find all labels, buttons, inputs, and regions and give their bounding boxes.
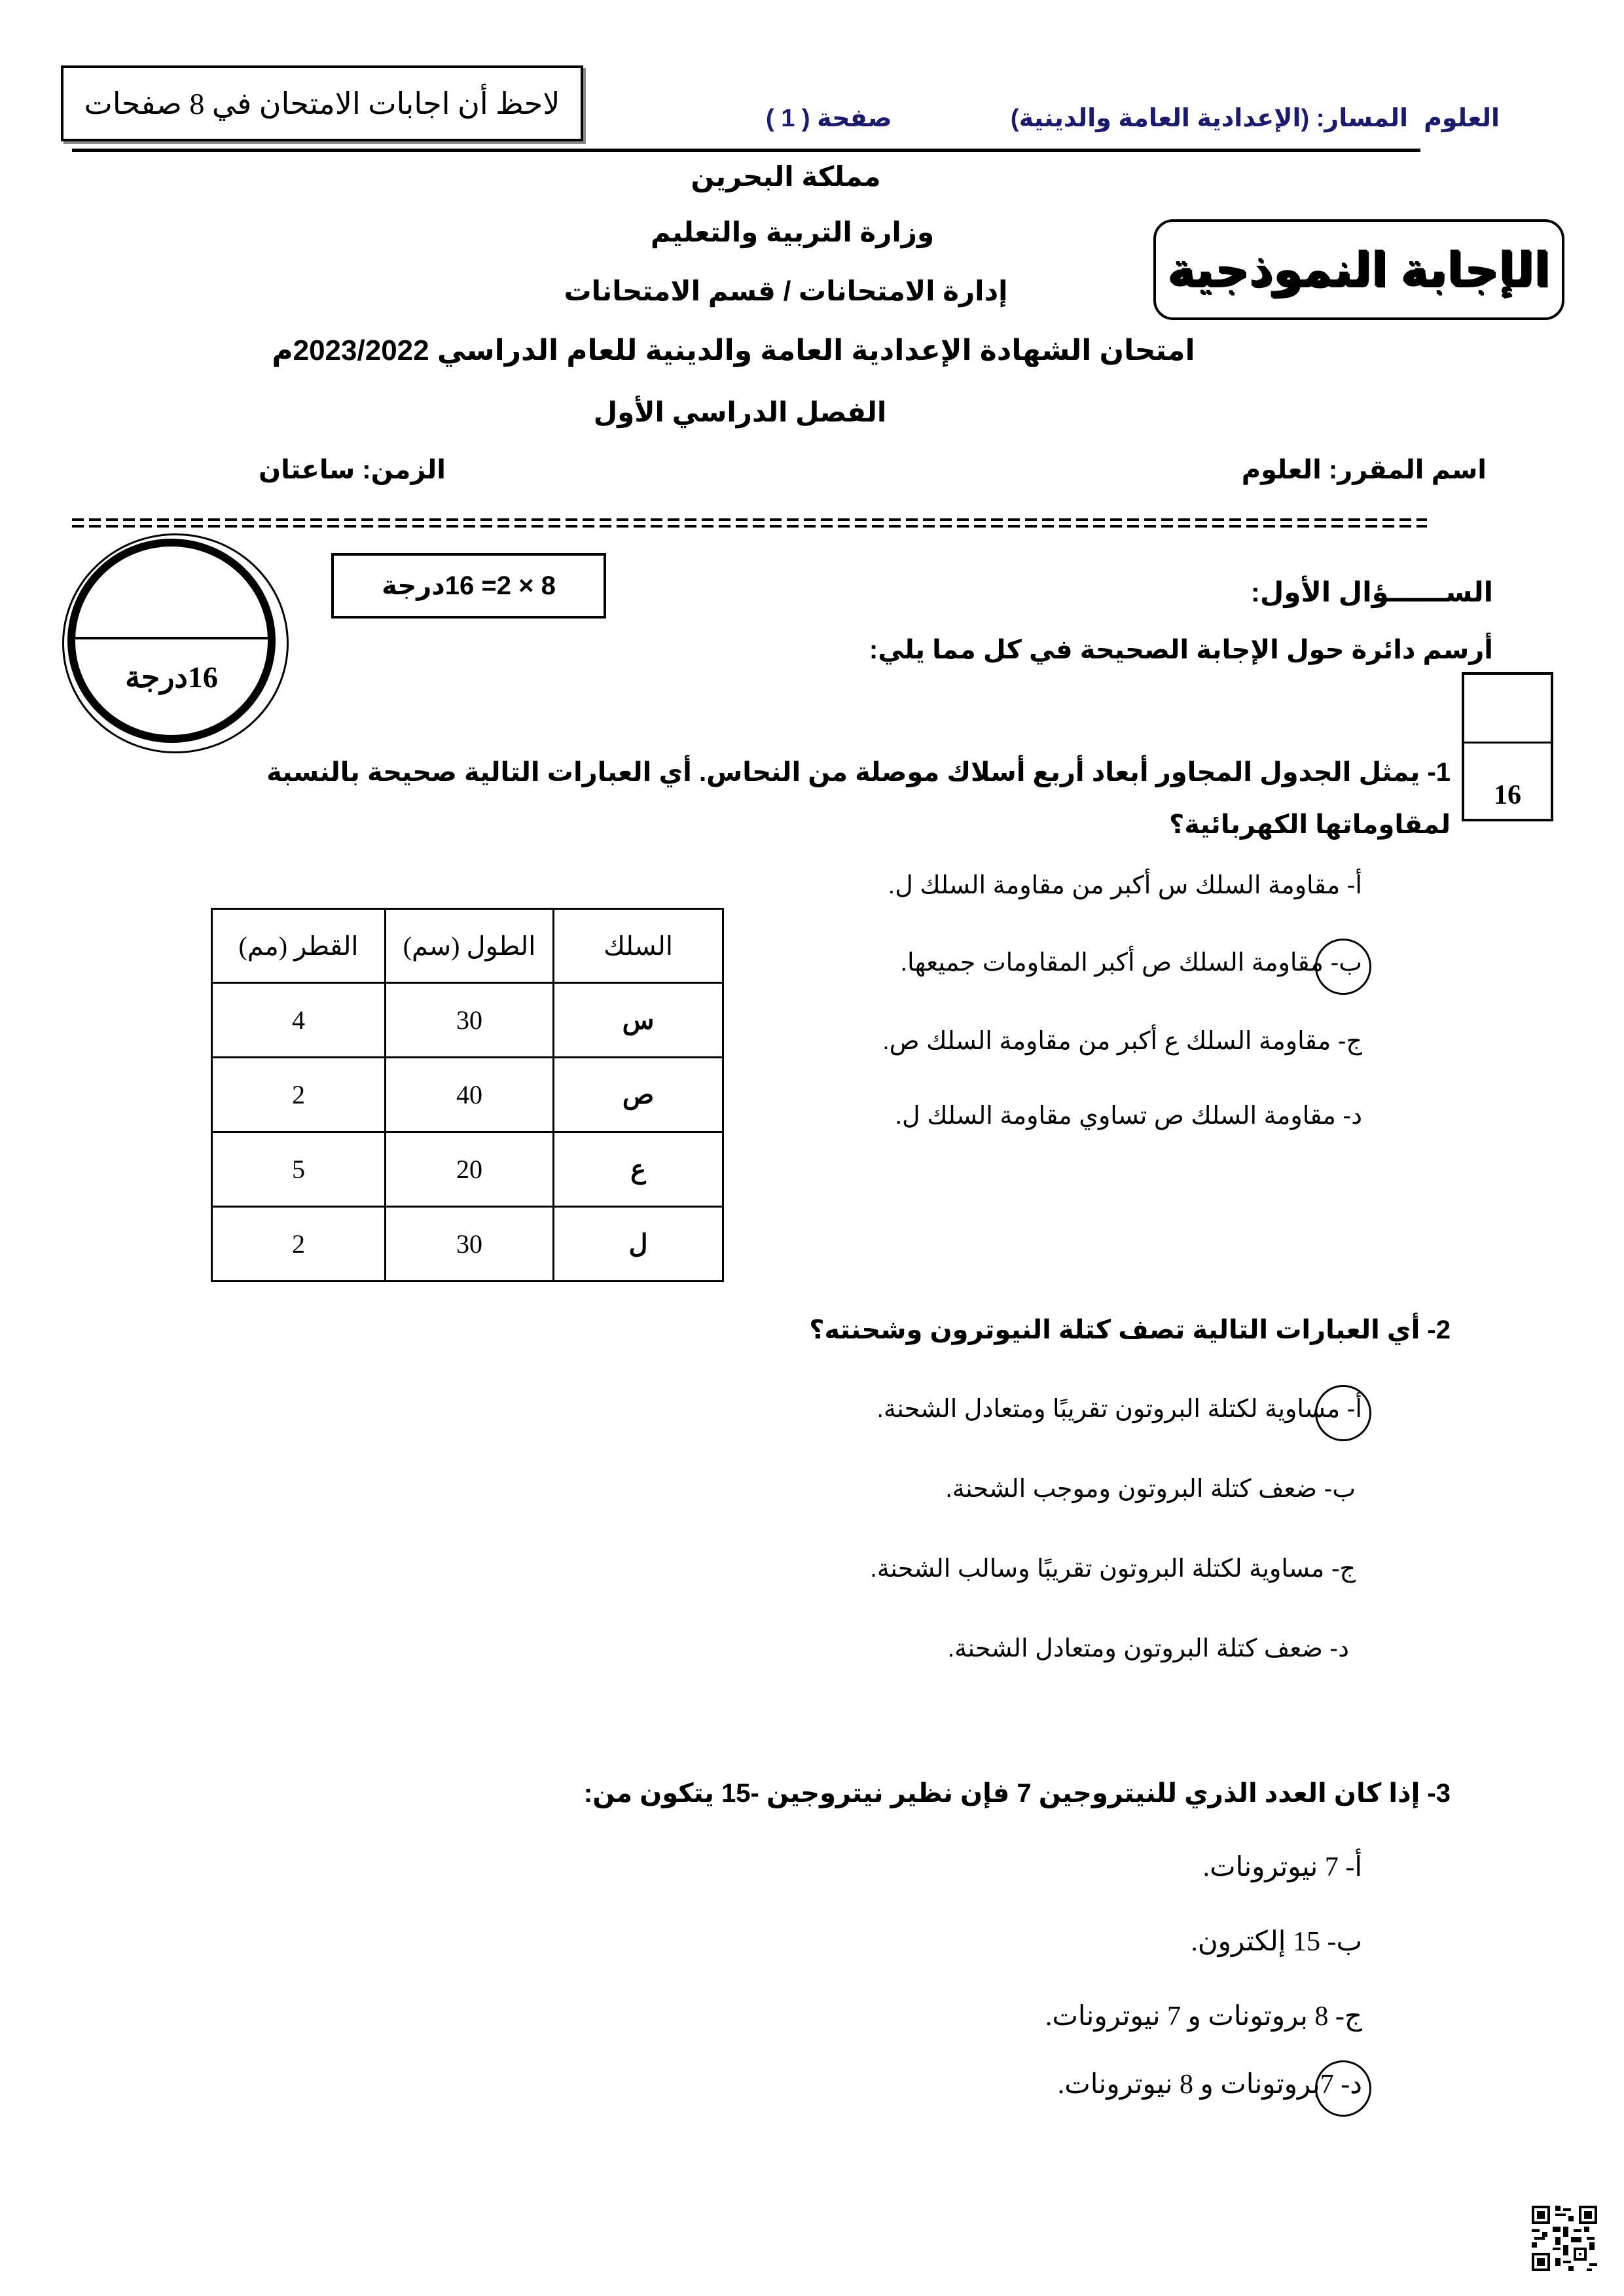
qr-code-icon (1532, 2206, 1597, 2271)
table-row (212, 1058, 723, 1132)
q2-option-a-label-circled: أ- (1347, 1393, 1362, 1426)
department-title: إدارة الامتحانات / قسم الامتحانات (564, 276, 1008, 306)
q1-option-d[interactable] (895, 1100, 1363, 1132)
header-track: المسار: (الإعدادية العامة والدينية) (1010, 105, 1408, 132)
q2-option-c[interactable] (870, 1552, 1356, 1585)
header-divider (72, 149, 1420, 152)
wire-length-cell: 30 (386, 1207, 554, 1282)
model-answer-text: الإجابة النموذجية (1167, 244, 1551, 296)
q2-option-d-text: ضعف كتلة البروتون ومتعادل الشحنة. (947, 1635, 1323, 1662)
exam-duration: الزمن: ساعتان (259, 456, 446, 484)
table-row (212, 1132, 723, 1207)
semester-title: الفصل الدراسي الأول (593, 397, 887, 427)
q3-option-d-text: 7بروتونات و 8 نيوترونات. (1057, 2070, 1334, 2100)
page-count-note (61, 65, 583, 141)
model-answer-badge (1153, 219, 1564, 320)
wire-name-cell: ع (554, 1132, 723, 1207)
q3-option-a-text: 7 نيوترونات. (1202, 1852, 1339, 1882)
q1-option-a-text: مقاومة السلك س أكبر من مقاومة السلك ل. (888, 872, 1341, 899)
q2-option-a-text: مساوية لكتلة البروتون تقريبًا ومتعادل الشحنة. (876, 1395, 1341, 1423)
marks-formula: 8 × 2= 16درجة (382, 571, 556, 600)
q2-option-b-text: ضعف كتلة البروتون وموجب الشحنة. (945, 1475, 1317, 1503)
q1-option-c-label: ج- (1337, 1028, 1362, 1055)
q3-option-c-text: 8 بروتونات و 7 نيوترونات. (1045, 2001, 1329, 2032)
side-score-box (1462, 672, 1553, 821)
table-row (212, 983, 723, 1058)
wire-length-cell: 30 (386, 983, 554, 1058)
q1-option-c[interactable] (882, 1025, 1362, 1058)
table-row (212, 1207, 723, 1282)
q2-option-d[interactable] (948, 1632, 1349, 1665)
q3-option-a-label: أ- (1345, 1852, 1362, 1882)
q1-option-a-label: أ- (1346, 872, 1362, 899)
exam-title: امتحان الشهادة الإعدادية العامة والدينية للعام الدراسي 2023/2022م (272, 334, 1195, 367)
question-2-text: 2- أي العبارات التالية تصف كتلة النيوترون وشحنته؟ (809, 1316, 1451, 1344)
q2-option-a[interactable] (876, 1393, 1362, 1426)
q1-option-d-text: مقاومة السلك ص تساوي مقاومة السلك ل. (895, 1102, 1336, 1130)
score-circle (67, 539, 276, 743)
wire-diameter-cell: 2 (212, 1207, 386, 1282)
q3-option-b-label: ب- (1327, 1927, 1362, 1957)
q2-option-c-label: ج- (1331, 1555, 1356, 1583)
side-score-value: 16 (1494, 780, 1521, 810)
header-page-number: صفحة ( 1 ) (766, 105, 892, 132)
wire-diameter-cell: 5 (212, 1132, 386, 1207)
q3-option-b[interactable] (1191, 1926, 1362, 1958)
wire-diameter-cell: 2 (212, 1058, 386, 1132)
q3-option-a[interactable] (1203, 1851, 1362, 1884)
table-header-diameter: القطر (مم) (212, 909, 386, 983)
q3-option-c-label: ج- (1335, 2001, 1362, 2032)
q1-option-b[interactable] (900, 946, 1362, 979)
q2-option-b[interactable] (945, 1473, 1356, 1505)
wire-dimensions-table (211, 908, 724, 1282)
wire-length-cell: 20 (386, 1132, 554, 1207)
kingdom-title: مملكة البحرين (691, 161, 881, 192)
q3-option-c[interactable] (1045, 2000, 1362, 2033)
q2-option-b-label: ب- (1324, 1475, 1356, 1503)
score-circle-divider (75, 637, 268, 639)
q3-option-d-label-circled: د- (1341, 2070, 1362, 2100)
header-subject: العلوم (1424, 105, 1500, 132)
question-1-text: 1- يمثل الجدول المجاور أبعاد أربع أسلاك موصلة من النحاس. أي العبارات التالية صحيحة بالنسبة لمقاوماتها الكهربائية؟ (266, 758, 1451, 839)
q3-option-b-text: 15 إلكترون. (1191, 1927, 1320, 1957)
wire-diameter-cell: 4 (212, 983, 386, 1058)
marks-formula-box (331, 553, 606, 619)
table-header-wire: السلك (554, 909, 723, 983)
q1-option-c-text: مقاومة السلك ع أكبر من مقاومة السلك ص. (882, 1028, 1331, 1055)
q1-option-b-label-circled: ب- (1331, 946, 1362, 979)
q2-option-d-label: د- (1329, 1635, 1349, 1662)
table-header-length: الطول (سم) (386, 909, 554, 983)
table-header-row (212, 909, 723, 983)
page-count-note-text: لاحظ أن اجابات الامتحان في 8 صفحات (84, 87, 560, 120)
double-dashed-separator (72, 517, 1427, 529)
q1-option-b-text: مقاومة السلك ص أكبر المقاومات جميعها. (900, 949, 1324, 977)
wire-length-cell: 40 (386, 1058, 554, 1132)
question-3-text: 3- إذا كان العدد الذري للنيتروجين 7 فإن نظير نيتروجين -15 يتكون من: (583, 1779, 1451, 1808)
q1-option-a[interactable] (888, 869, 1362, 902)
q2-option-c-text: مساوية لكتلة البروتون تقريبًا وسالب الشحنة. (870, 1555, 1325, 1583)
wire-name-cell: ص (554, 1058, 723, 1132)
q3-option-d[interactable] (1058, 2068, 1362, 2101)
q1-option-d-label: د- (1343, 1102, 1362, 1130)
section-instruction: أرسم دائرة حول الإجابة الصحيحة في كل مما يلي: (869, 636, 1493, 664)
side-score-divider (1464, 742, 1551, 744)
section-title: الســــــؤال الأول: (1250, 577, 1493, 607)
wire-name-cell: ل (554, 1207, 723, 1282)
course-name: اسم المقرر: العلوم (1241, 456, 1487, 484)
ministry-title: وزارة التربية والتعليم (650, 217, 935, 247)
wire-name-cell: س (554, 983, 723, 1058)
score-circle-total: 16درجة (125, 660, 218, 694)
